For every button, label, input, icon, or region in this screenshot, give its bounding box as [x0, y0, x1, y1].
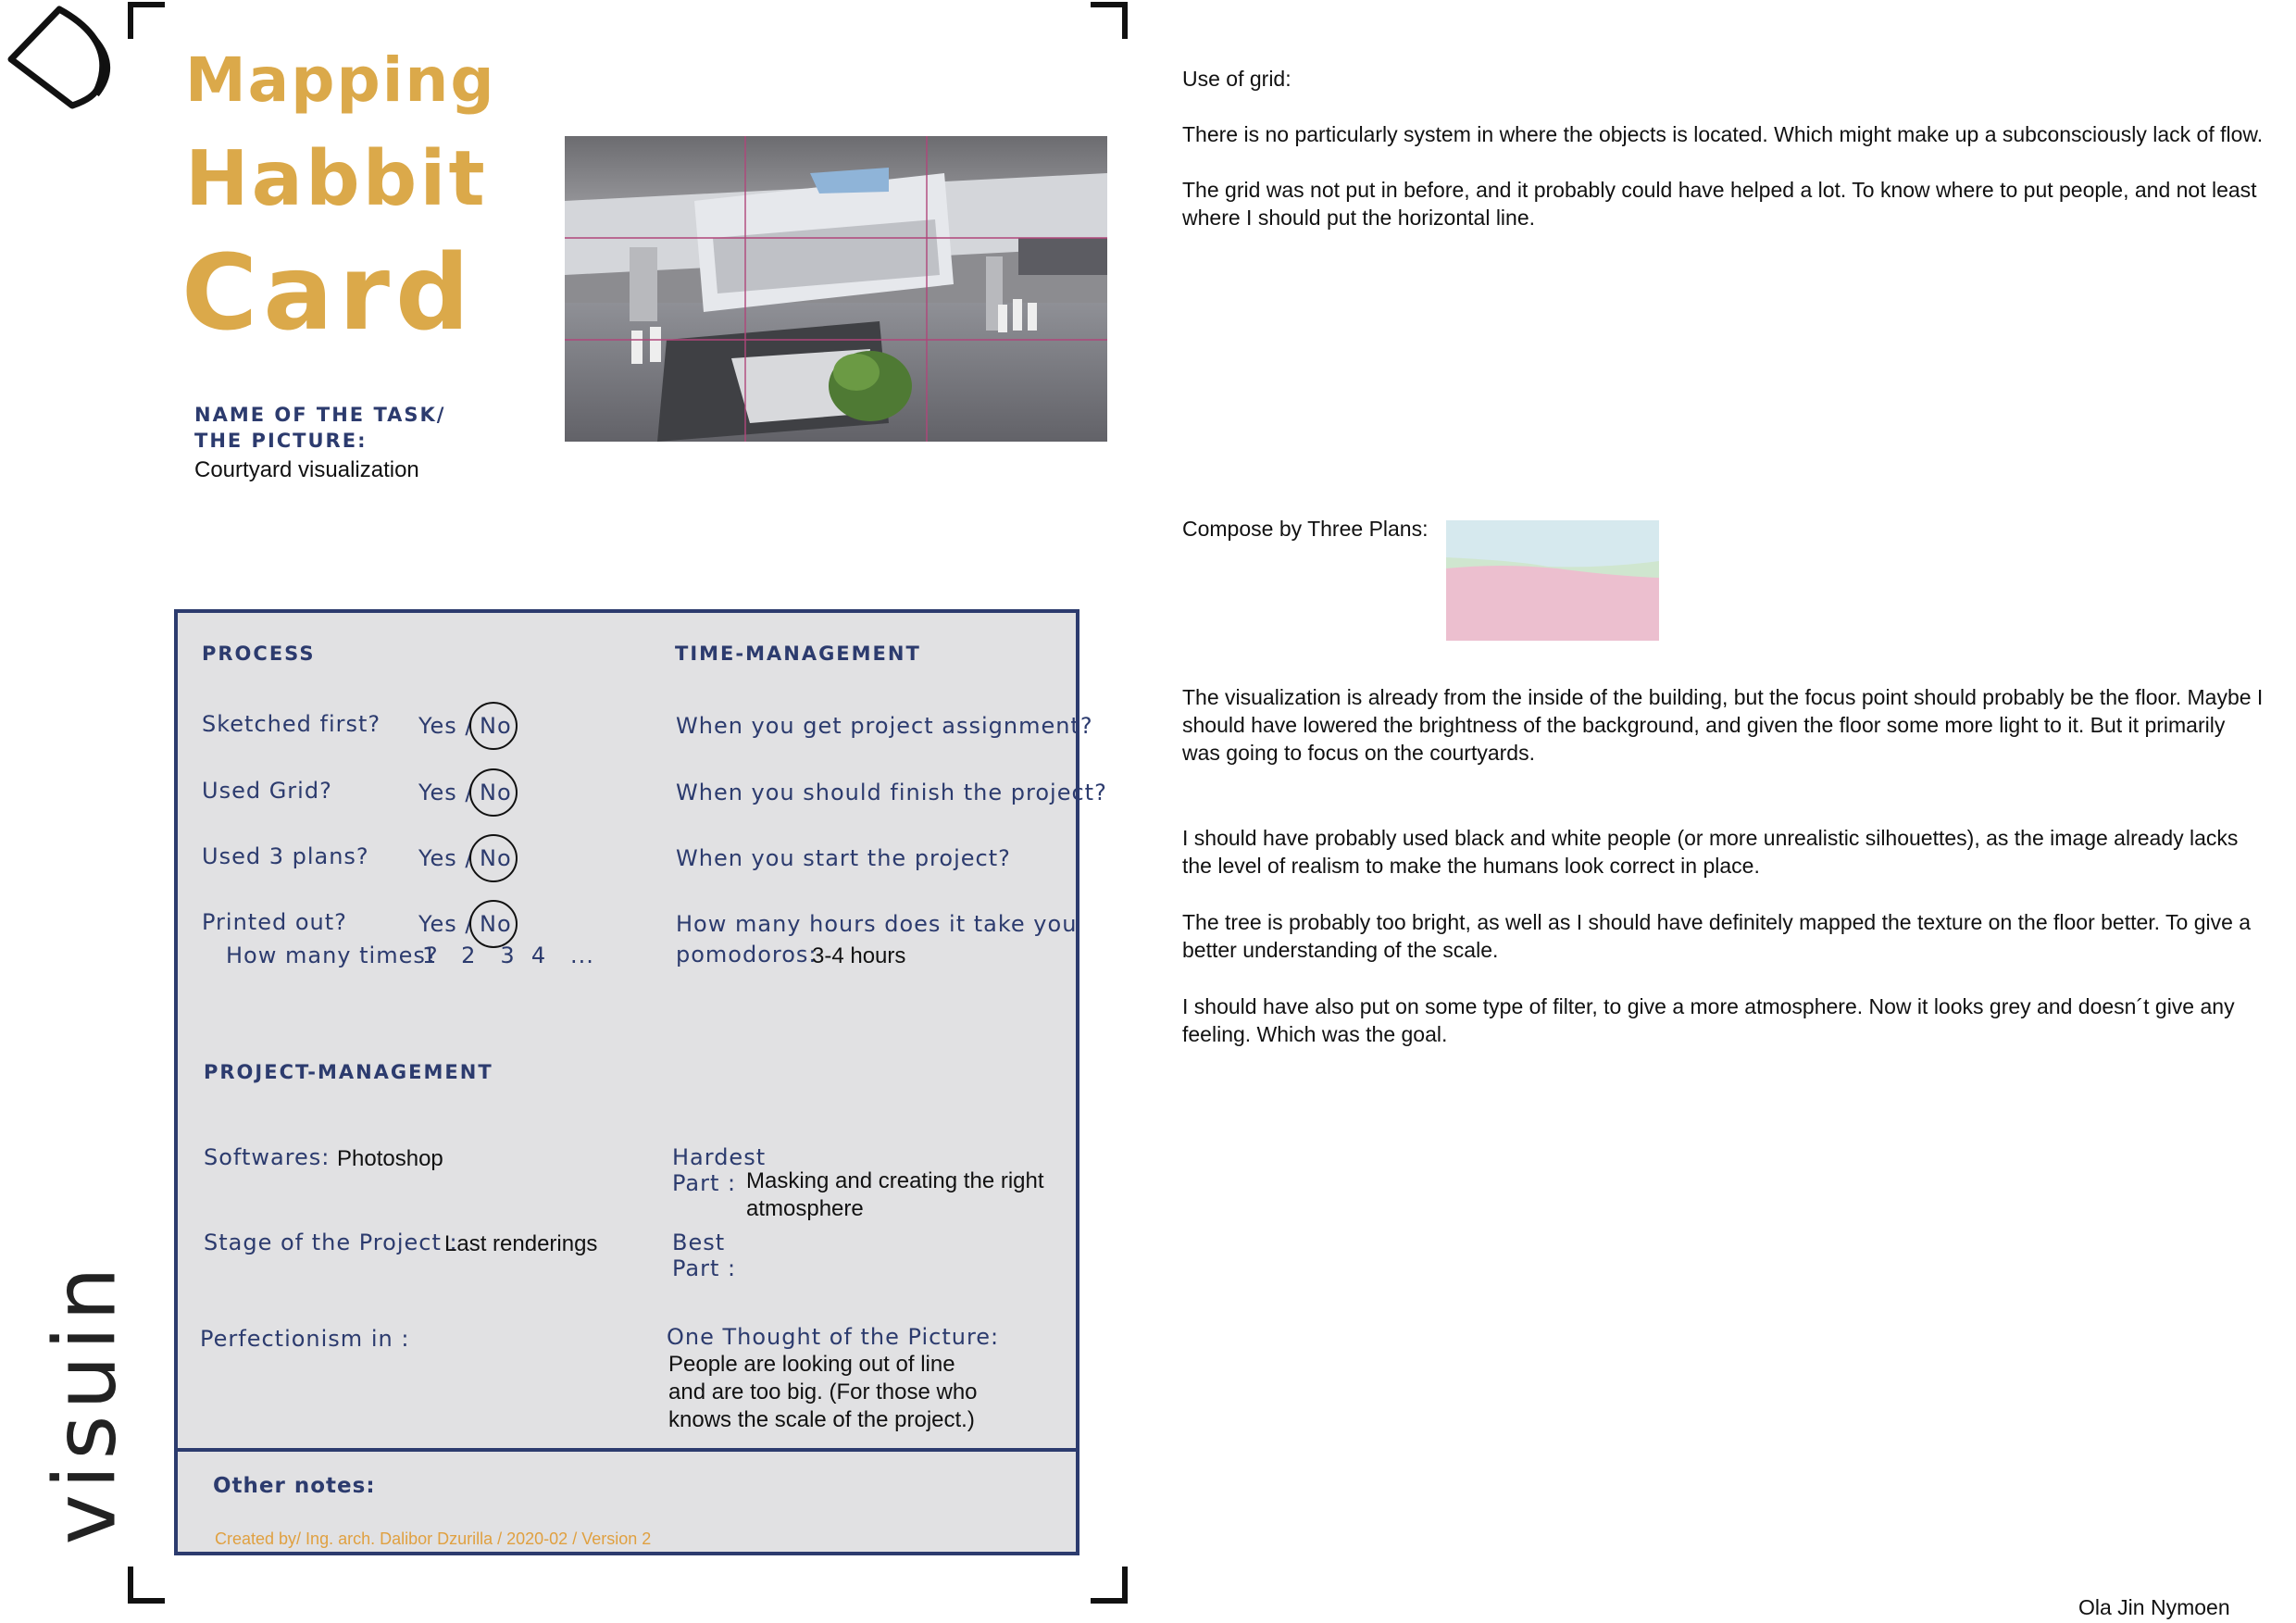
- perfectionism-label: Perfectionism in :: [200, 1326, 410, 1352]
- time-question-hours: How many hours does it take you: [676, 911, 1078, 937]
- other-notes-divider: [178, 1448, 1076, 1452]
- paragraph-filter: I should have also put on some type of filter, to give a more atmosphere. Now it looks grey and doesn´t give any feeling. Which was the goal.: [1182, 994, 2235, 1046]
- best-label-line1: Best: [672, 1230, 726, 1255]
- process-no-sketched[interactable]: No: [480, 713, 512, 739]
- thought-line2: and are too big. (For those who: [668, 1380, 978, 1405]
- courtyard-rendering-image: [565, 136, 1107, 442]
- no-selected-circle: [469, 834, 518, 882]
- compose-label: Compose by Three Plans:: [1182, 517, 1429, 541]
- thought-line3: knows the scale of the project.): [668, 1407, 975, 1432]
- process-yes-printed[interactable]: Yes /: [418, 911, 474, 937]
- hardest-label-line1: Hardest: [672, 1144, 767, 1170]
- grid-title: Use of grid:: [1182, 67, 1292, 91]
- no-selected-circle: [469, 768, 518, 817]
- process-no-plans[interactable]: No: [480, 845, 512, 871]
- stage-label: Stage of the Project :: [204, 1230, 458, 1255]
- title-habbit: Habbit: [185, 135, 488, 223]
- process-question-printed: Printed out?: [202, 909, 347, 935]
- stage-value: Last renderings: [444, 1231, 598, 1256]
- time-question-assignment: When you get project assignment?: [676, 713, 1093, 739]
- brand-visuin: visuin: [35, 1261, 135, 1545]
- paragraph-focus: The visualization is already from the inside of the building, but the focus point should probably be the floor. Maybe I should have lowered the brightness of the background, and given the floor some more light to it. But it primarily was going to focus on the courtyards.: [1182, 685, 2264, 765]
- paragraph-tree: The tree is probably too bright, as well as I should have definitely mapped the texture on the floor better. To give a better understanding of the scale.: [1182, 910, 2252, 962]
- grid-paragraph-1: There is no particularly system in where the objects is located. Which might make up a subconsciously lack of flow.: [1182, 122, 2264, 146]
- hardest-value-line2: atmosphere: [746, 1196, 864, 1221]
- project-management-heading: PROJECT-MANAGEMENT: [204, 1061, 493, 1083]
- author-name: Ola Jin Nymoen: [2078, 1595, 2230, 1619]
- paragraph-people: I should have probably used black and white people (or more unrealistic silhouettes), as the image already lacks the level of realism to make the humans look correct in place.: [1182, 826, 2239, 878]
- frame-corner-bottom-right: [1091, 1567, 1128, 1604]
- softwares-label: Softwares:: [204, 1144, 331, 1170]
- process-question-grid: Used Grid?: [202, 778, 332, 804]
- task-label-line2: THE PICTURE:: [194, 430, 368, 452]
- process-question-sketched: Sketched first?: [202, 711, 381, 737]
- softwares-value: Photoshop: [337, 1146, 443, 1171]
- time-answer-hours: 3-4 hours: [812, 943, 906, 968]
- times-options[interactable]: 1 2 3 4 ...: [422, 943, 594, 968]
- credit-text: Created by/ Ing. arch. Dalibor Dzurilla / 2020-02 / Version 2: [215, 1529, 652, 1548]
- time-management-heading: TIME-MANAGEMENT: [675, 643, 921, 665]
- no-selected-circle: [469, 702, 518, 750]
- grid-paragraph-2: The grid was not put in before, and it probably could have helped a lot. To know where to put people, and not least where I should put the horizontal line.: [1182, 178, 2257, 230]
- title-card: Card: [181, 233, 476, 354]
- time-question-start: When you start the project?: [676, 845, 1011, 871]
- no-selected-circle: [469, 900, 518, 948]
- hardest-label-line2: Part :: [672, 1170, 737, 1196]
- eye-logo-icon: [6, 2, 117, 111]
- process-yes-sketched[interactable]: Yes /: [418, 713, 474, 739]
- times-label: How many times?: [226, 943, 439, 968]
- process-yes-grid[interactable]: Yes /: [418, 780, 474, 805]
- task-label-line1: NAME OF THE TASK/: [194, 404, 446, 426]
- time-question-pomodoros: pomodoros:: [676, 942, 817, 968]
- hardest-value-line1: Masking and creating the right: [746, 1168, 1044, 1193]
- process-no-grid[interactable]: No: [480, 780, 512, 805]
- time-question-finish: When you should finish the project?: [676, 780, 1107, 805]
- best-label-line2: Part :: [672, 1255, 737, 1281]
- frame-corner-top-right: [1091, 2, 1128, 39]
- process-heading: PROCESS: [202, 643, 316, 665]
- task-value: Courtyard visualization: [194, 457, 419, 482]
- thought-label: One Thought of the Picture:: [667, 1324, 1000, 1350]
- thought-line1: People are looking out of line: [668, 1352, 955, 1377]
- other-notes-label: Other notes:: [213, 1474, 376, 1498]
- title-mapping: Mapping: [185, 44, 496, 116]
- frame-corner-bottom-left: [128, 1567, 165, 1604]
- frame-corner-top-left: [128, 2, 165, 39]
- process-no-printed[interactable]: No: [480, 911, 512, 937]
- habit-card: [174, 609, 1107, 1555]
- process-yes-plans[interactable]: Yes /: [418, 845, 474, 871]
- process-question-plans: Used 3 plans?: [202, 843, 369, 869]
- three-plans-diagram: [1446, 520, 1659, 641]
